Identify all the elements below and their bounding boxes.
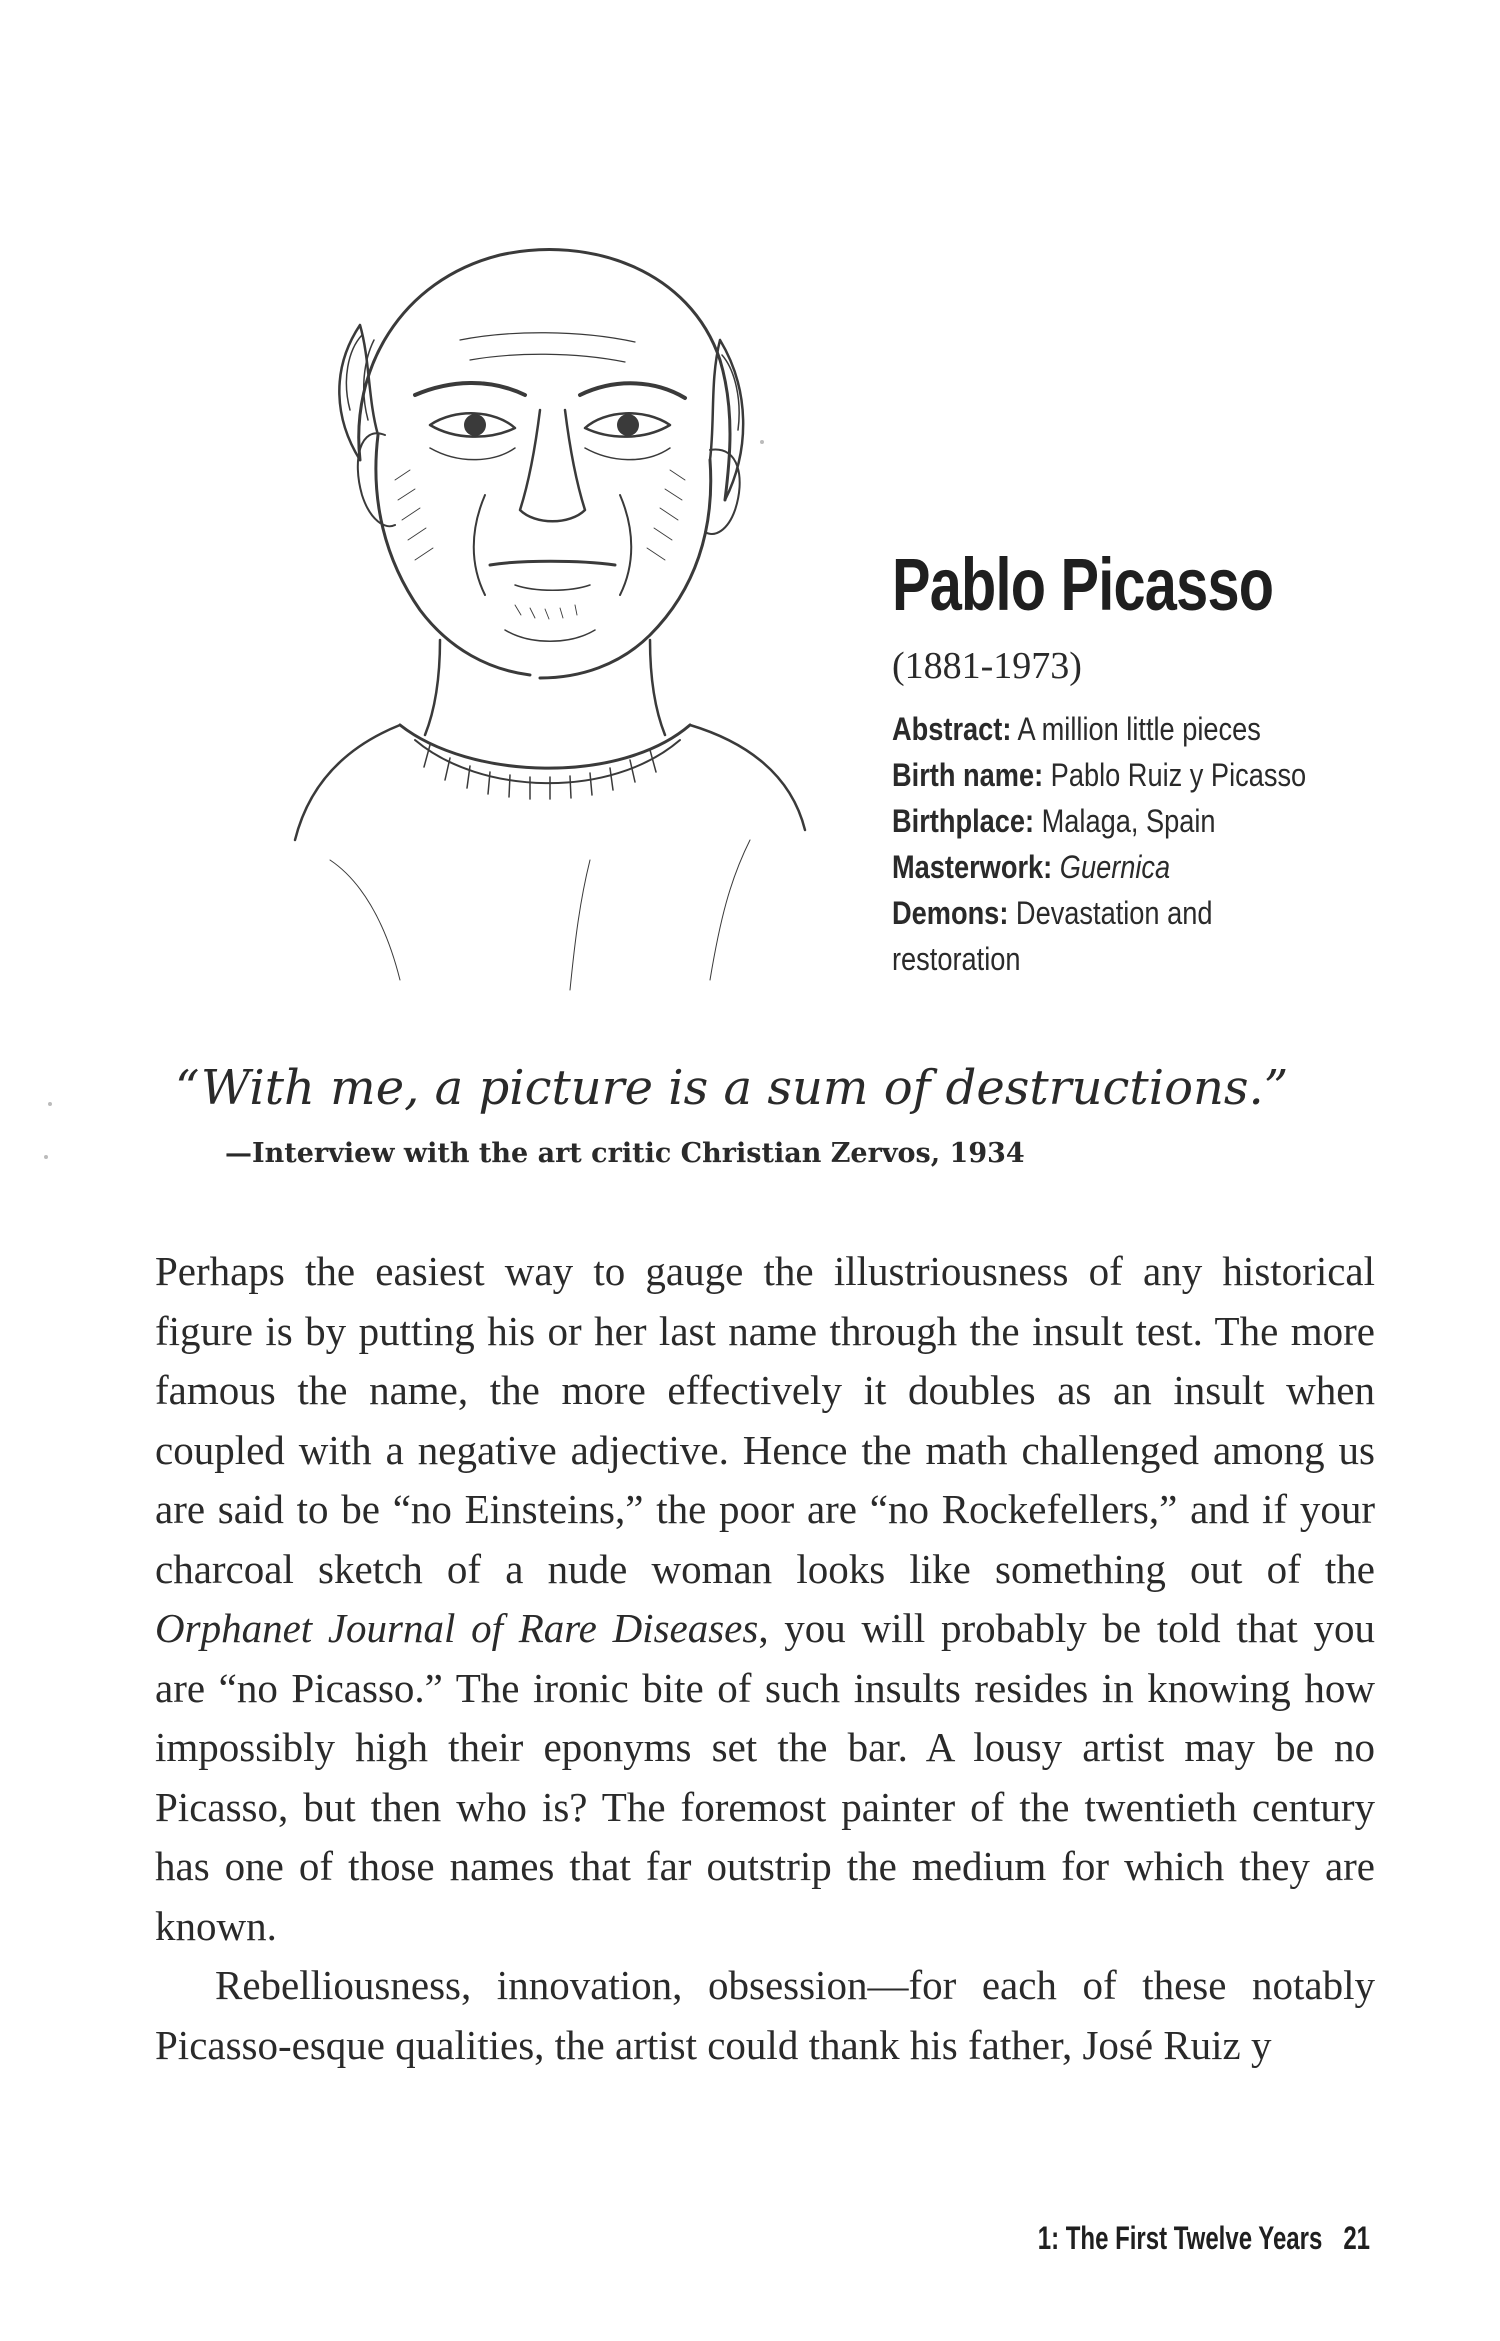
fact-value: Malaga, Spain [1041,803,1216,839]
chapter-title: 1: The First Twelve Years [1037,2220,1323,2256]
fact-birthplace [892,798,1334,844]
fact-masterwork [892,844,1334,890]
fact-value: Guernica [1059,849,1171,885]
page-number: 21 [1343,2220,1370,2256]
body-text [155,1242,1375,2075]
paragraph-text: , you will probably be told that you are “no Picasso.” The ironic bite of such insults resides in knowing how impossibly high their eponyms set the bar. A lousy artist may be no Picasso, but then who is? The foremost painter of the twentieth century has one of those names that far outstrip the medium for which they are known. [155,1605,1375,1949]
fact-abstract [892,706,1334,752]
journal-title: Orphanet Journal of Rare Diseases [155,1605,759,1651]
scan-speck [48,1102,52,1106]
fact-value: A million little pieces [1017,711,1261,747]
profile-box [892,540,1412,982]
paragraph: Rebelliousness, innovation, obsession—for each of these notably Picasso-esque qualities, the artist could thank his father, José Ruiz y [155,1962,1375,2068]
fact-value: Pablo Ruiz y Picasso [1050,757,1307,793]
fact-label: Masterwork: [892,849,1053,885]
paragraph-text: Perhaps the easiest way to gauge the illustriousness of any historical figure is by putting his or her last name through the insult test. The more famous the name, the more effectively it doubles as an insult when coupled with a negative adjective. Hence the math challenged among us are said to be “no Einsteins,” the poor are “no Rockefellers,” and if your charcoal sketch of a nude woman looks like something out of the [155,1248,1375,1592]
fact-label: Birthplace: [892,803,1035,839]
scan-speck [760,440,764,444]
fact-label: Demons: [892,895,1009,931]
scan-speck [44,1155,48,1159]
fact-label: Birth name: [892,757,1044,793]
fact-demons [892,890,1249,982]
fact-birth-name [892,752,1334,798]
page-footer [1038,2220,1370,2257]
profile-name: Pablo Picasso [892,543,1274,626]
epigraph-source: —Interview with the art critic Christian Zervos, 1934 [225,1138,1025,1169]
profile-years: (1881-1973) [892,645,1082,687]
fact-value: Devastation and restoration [892,895,1213,977]
epigraph-quote: “With me, a picture is a sum of destructions.” [175,1060,1289,1116]
portrait-illustration [290,220,810,1000]
fact-list [892,706,1412,982]
fact-label: Abstract: [892,711,1012,747]
paragraph [155,1242,1375,1956]
